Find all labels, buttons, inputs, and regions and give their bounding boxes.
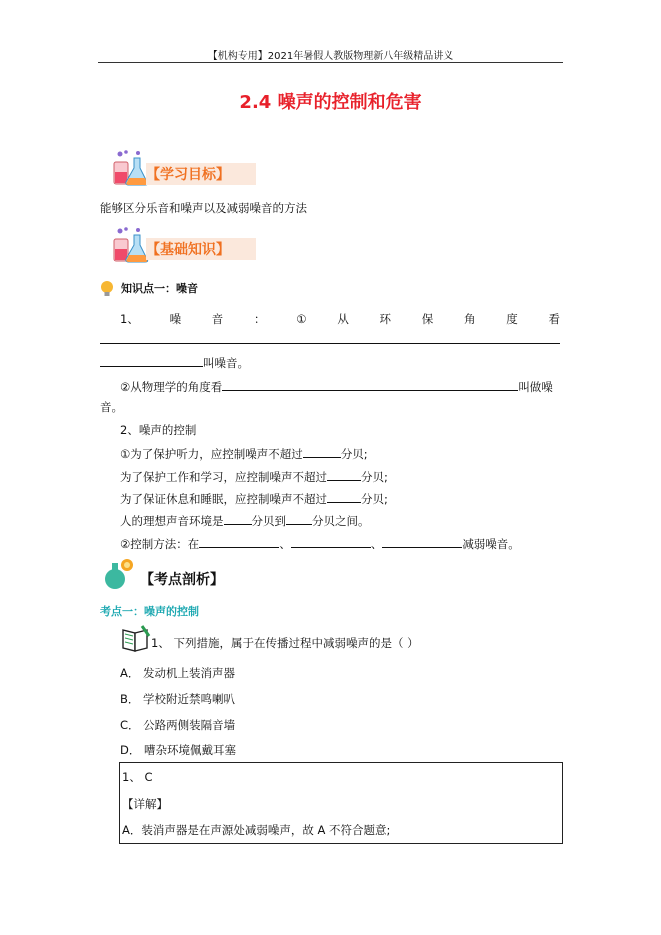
q1b-line: ②从物理学的角度看 叫做噪 [120,380,553,394]
answer-blank[interactable] [327,490,361,503]
q1-char: ： [254,312,266,326]
answer-blank[interactable] [222,378,518,391]
beaker-icon [102,557,138,591]
header-divider [98,62,563,63]
q1-char: 看 [548,312,560,326]
detail-a: A．装消声器是在声源处减弱噪声，故 A 不符合题意; [122,823,391,837]
answer-blank[interactable] [100,343,560,344]
answer-line: 1、 C [122,770,153,784]
answer-blank[interactable] [286,512,312,525]
page-title: 2.4 噪声的控制和危害 [239,92,422,113]
answer-blank[interactable] [291,535,371,548]
q2-line-2: 为了保护工作和学习，应控制噪声不超过 分贝; [120,470,388,484]
option-c: C． 公路两侧装隔音墙 [120,718,236,732]
q2-line-3: 为了保证休息和睡眠，应控制噪声不超过 分贝; [120,492,388,506]
q1-char: ① [296,312,307,326]
option-a: A． 发动机上装消声器 [120,666,236,680]
q2-line-4: 人的理想声音环境是 分贝到 分贝之间。 [120,514,370,528]
q1-char: 1、 [120,312,139,326]
goals-text: 能够区分乐音和噪声以及减弱噪音的方法 [100,201,307,215]
flask-icon [110,225,150,265]
book-icon [120,624,152,654]
q1-char: 音 [211,312,224,326]
option-d: D． 嘈杂环境佩戴耳塞 [120,743,237,757]
page-header: 【机构专用】2021年暑假人教版物理新八年级精品讲义 [207,51,454,62]
detail-label: 【详解】 [122,797,168,811]
q1-char: 度 [506,312,518,326]
q2-title: 2、噪声的控制 [120,423,197,437]
answer-blank[interactable] [224,512,252,525]
answer-blank[interactable] [327,468,361,481]
option-b: B． 学校附近禁鸣喇叭 [120,692,236,706]
q1-char: 噪 [169,312,182,326]
section-analysis-label: 【考点剖析】 [140,572,224,588]
q1-char: 角 [464,312,476,326]
lightbulb-icon [100,280,114,298]
answer-blank[interactable] [303,445,341,458]
q1-continue: 叫噪音。 [100,354,249,371]
question-text: 1、 下列措施，属于在传播过程中减弱噪声的是（ ） [151,636,419,650]
answer-blank[interactable] [100,354,203,367]
section-basics-label: 【基础知识】 [146,242,230,258]
q1-char: 环 [379,312,392,326]
section-goals-label: 【学习目标】 [146,167,230,183]
knowledge-point-title: 知识点一：噪音 [121,282,198,295]
q2-line-1: ①为了保护听力，应控制噪声不超过 分贝; [120,447,368,461]
question-1-line [120,312,560,327]
q2-line-5: ②控制方法：在 、 、 减弱噪音。 [120,537,520,551]
q1-char: 保 [421,312,434,326]
answer-blank[interactable] [382,535,462,548]
answer-blank[interactable] [199,535,279,548]
q1b-wrap: 音。 [100,400,123,414]
q1-char: 从 [337,312,349,326]
exam-point-1: 考点一：噪声的控制 [100,605,199,618]
flask-icon [110,148,150,188]
